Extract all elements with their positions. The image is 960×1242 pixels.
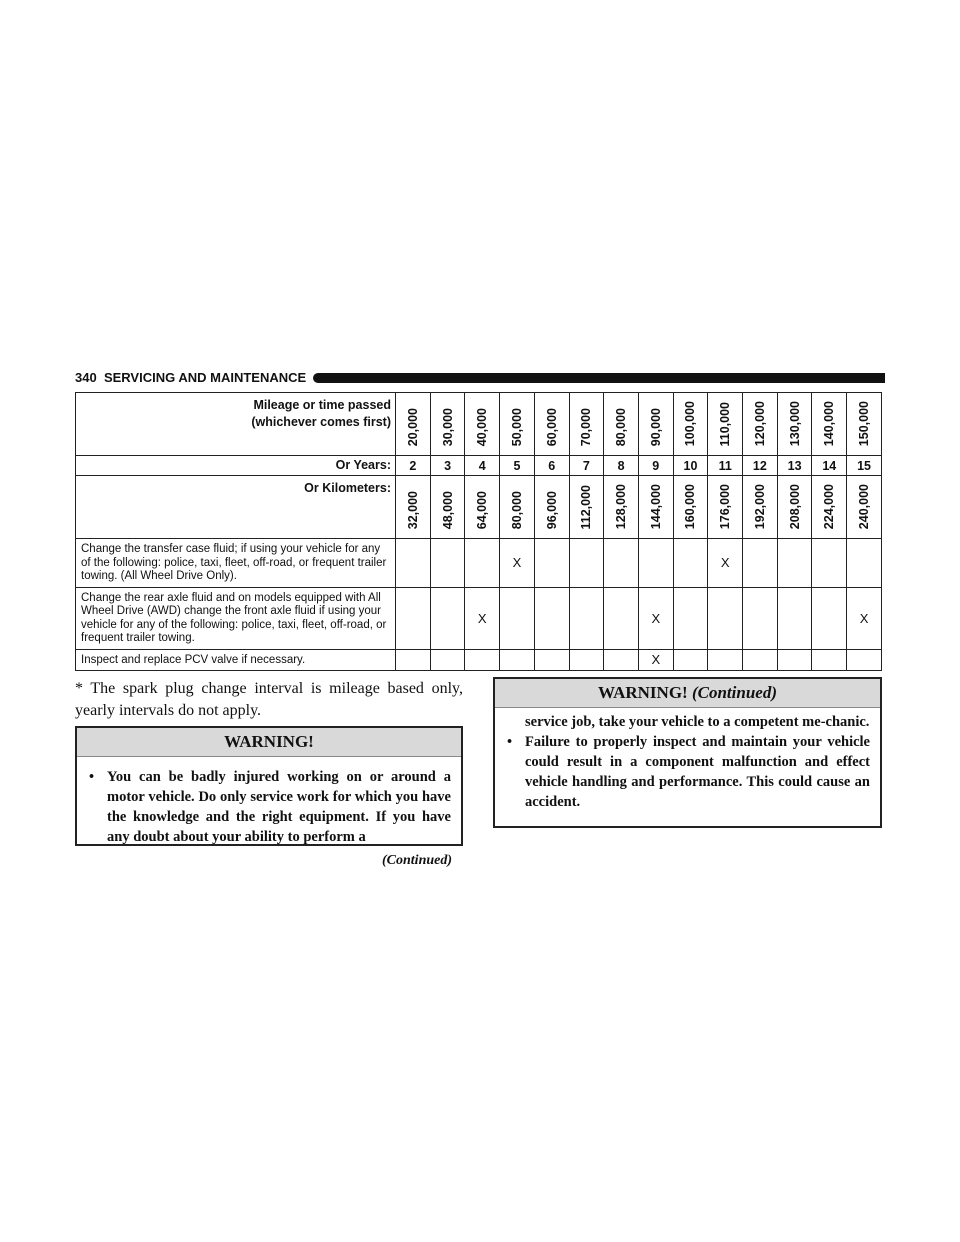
service-mark-cell: X (638, 649, 673, 671)
kilometers-value: 32,000 (405, 490, 420, 529)
page-header (75, 370, 885, 386)
kilometers-value: 208,000 (787, 483, 802, 529)
service-mark-cell (708, 649, 743, 671)
kilometers-value: 176,000 (718, 483, 733, 529)
header-rule (313, 373, 885, 383)
service-mark-cell (812, 587, 847, 649)
service-mark-cell (500, 587, 535, 649)
service-mark-cell (708, 587, 743, 649)
kilometers-cell (673, 476, 708, 539)
warning-continuation-text: service job, take your vehicle to a competent me-chanic. (525, 714, 870, 730)
service-mark-cell (396, 587, 431, 649)
kilometers-cell (569, 476, 604, 539)
years-cell: 4 (465, 456, 500, 476)
service-mark-cell (847, 649, 882, 671)
warning-continued-title-suffix: (Continued) (691, 683, 777, 702)
continued-label: (Continued) (382, 853, 453, 868)
service-mark-cell (396, 539, 431, 588)
kilometers-cell (396, 476, 431, 539)
service-mark-cell (465, 649, 500, 671)
kilometers-value: 48,000 (440, 490, 455, 529)
years-cell: 6 (534, 456, 569, 476)
warning-text: Failure to properly inspect and maintain your vehicle could result in a component malfunction and effect vehicle handling and performance. This could cause an accident. (525, 734, 870, 810)
kilometers-cell (638, 476, 673, 539)
service-mark-cell (465, 539, 500, 588)
service-mark-cell (534, 587, 569, 649)
mileage-cell (743, 393, 778, 456)
kilometers-value: 128,000 (614, 483, 629, 529)
mileage-cell (500, 393, 535, 456)
mileage-value: 30,000 (440, 407, 455, 446)
mileage-cell (465, 393, 500, 456)
service-mark-cell (777, 539, 812, 588)
years-cell: 13 (777, 456, 812, 476)
mileage-cell (673, 393, 708, 456)
years-label: Or Years: (76, 456, 396, 476)
service-row (76, 539, 882, 588)
kilometers-cell (604, 476, 639, 539)
mileage-cell (534, 393, 569, 456)
kilometers-cell (743, 476, 778, 539)
warning-continued-body (495, 708, 880, 822)
mileage-cell (847, 393, 882, 456)
kilometers-cell (847, 476, 882, 539)
service-mark-cell (743, 587, 778, 649)
service-mark-cell (430, 587, 465, 649)
kilometers-cell (812, 476, 847, 539)
kilometers-value: 240,000 (857, 483, 872, 529)
maintenance-schedule-table (75, 392, 882, 671)
service-mark-cell (430, 649, 465, 671)
service-row (76, 649, 882, 671)
service-mark-cell (430, 539, 465, 588)
service-description: Inspect and replace PCV valve if necessary. (76, 649, 396, 671)
years-cell: 14 (812, 456, 847, 476)
mileage-value: 110,000 (718, 401, 733, 446)
mileage-cell (812, 393, 847, 456)
service-row (76, 587, 882, 649)
service-mark-cell (396, 649, 431, 671)
mileage-label-line1: Mileage or time passed (253, 398, 391, 412)
warning-bullet-item (505, 732, 870, 812)
warning-box-left (75, 726, 463, 846)
mileage-value: 100,000 (683, 400, 698, 446)
mileage-value: 90,000 (648, 407, 663, 446)
years-cell: 8 (604, 456, 639, 476)
kilometers-cell (500, 476, 535, 539)
service-mark-cell (604, 539, 639, 588)
warning-bullet-item (87, 767, 451, 847)
service-mark-cell (777, 649, 812, 671)
kilometers-label: Or Kilometers: (76, 476, 396, 539)
warning-continued-title (495, 679, 880, 708)
mileage-cell (569, 393, 604, 456)
mileage-value: 140,000 (822, 400, 837, 446)
mileage-cell (430, 393, 465, 456)
spark-plug-footnote: * The spark plug change interval is mileage based only, yearly intervals do not apply. (75, 680, 463, 719)
kilometers-cell (465, 476, 500, 539)
kilometers-value: 160,000 (683, 483, 698, 529)
service-mark-cell (847, 539, 882, 588)
years-cell: 15 (847, 456, 882, 476)
mileage-cell (604, 393, 639, 456)
bullet-icon: • (507, 734, 513, 750)
service-mark-cell (534, 539, 569, 588)
service-mark-cell (534, 649, 569, 671)
mileage-value: 70,000 (579, 407, 594, 446)
mileage-value: 120,000 (752, 400, 767, 446)
mileage-cell (396, 393, 431, 456)
years-cell: 3 (430, 456, 465, 476)
kilometers-cell (430, 476, 465, 539)
mileage-label (76, 393, 396, 456)
warning-box-right (493, 677, 882, 828)
mileage-cell (638, 393, 673, 456)
service-mark-cell (673, 587, 708, 649)
warning-continued-title-main: WARNING! (597, 683, 688, 702)
service-mark-cell (743, 539, 778, 588)
service-mark-cell (743, 649, 778, 671)
kilometers-value: 224,000 (822, 483, 837, 529)
service-mark-cell (812, 649, 847, 671)
years-cell: 12 (743, 456, 778, 476)
mileage-cell (708, 393, 743, 456)
page-number: 340 (75, 370, 97, 385)
kilometers-value: 64,000 (475, 490, 490, 529)
bullet-icon: • (89, 769, 95, 785)
mileage-value: 150,000 (857, 400, 872, 446)
years-cell: 9 (638, 456, 673, 476)
kilometers-value: 112,000 (579, 484, 594, 529)
warning-text: You can be badly injured working on or around a motor vehicle. Do only service work for which you have the knowledge and the right equipment. If you have any doubt about your ability to perform a (107, 769, 451, 845)
mileage-value: 40,000 (475, 407, 490, 446)
mileage-value: 20,000 (405, 407, 420, 446)
service-mark-cell: X (500, 539, 535, 588)
service-mark-cell: X (638, 587, 673, 649)
kilometers-cell (777, 476, 812, 539)
section-title: SERVICING AND MAINTENANCE (103, 370, 307, 385)
service-mark-cell (812, 539, 847, 588)
mileage-value: 80,000 (614, 407, 629, 446)
kilometers-value: 80,000 (509, 490, 524, 529)
service-mark-cell (500, 649, 535, 671)
kilometers-value: 144,000 (648, 483, 663, 529)
mileage-row (76, 393, 882, 456)
service-description: Change the rear axle fluid and on models equipped with All Wheel Drive (AWD) change the front axle fluid if using your vehicle for any of the following: police, taxi, fleet, off-road, or frequent trailer towing. (76, 587, 396, 649)
service-mark-cell (569, 587, 604, 649)
header-text (75, 370, 306, 386)
kilometers-row (76, 476, 882, 539)
mileage-value: 60,000 (544, 407, 559, 446)
years-cell: 5 (500, 456, 535, 476)
service-mark-cell (673, 649, 708, 671)
service-mark-cell (777, 587, 812, 649)
service-mark-cell (638, 539, 673, 588)
mileage-cell (777, 393, 812, 456)
service-mark-cell (673, 539, 708, 588)
kilometers-value: 96,000 (544, 490, 559, 529)
service-description: Change the transfer case fluid; if using your vehicle for any of the following: police, taxi, fleet, off-road, or frequent trailer towing. (All Wheel Drive Only). (76, 539, 396, 588)
kilometers-value: 192,000 (752, 483, 767, 529)
years-row (76, 456, 882, 476)
kilometers-cell (708, 476, 743, 539)
years-cell: 11 (708, 456, 743, 476)
warning-title: WARNING! (77, 728, 461, 757)
years-cell: 7 (569, 456, 604, 476)
service-mark-cell (604, 587, 639, 649)
service-mark-cell: X (847, 587, 882, 649)
service-mark-cell (569, 649, 604, 671)
kilometers-cell (534, 476, 569, 539)
service-mark-cell (604, 649, 639, 671)
years-cell: 10 (673, 456, 708, 476)
service-mark-cell: X (708, 539, 743, 588)
years-cell: 2 (396, 456, 431, 476)
service-mark-cell (569, 539, 604, 588)
mileage-label-line2: (whichever comes first) (251, 415, 391, 429)
mileage-value: 50,000 (509, 407, 524, 446)
warning-body (77, 757, 461, 857)
service-mark-cell: X (465, 587, 500, 649)
mileage-value: 130,000 (787, 400, 802, 446)
